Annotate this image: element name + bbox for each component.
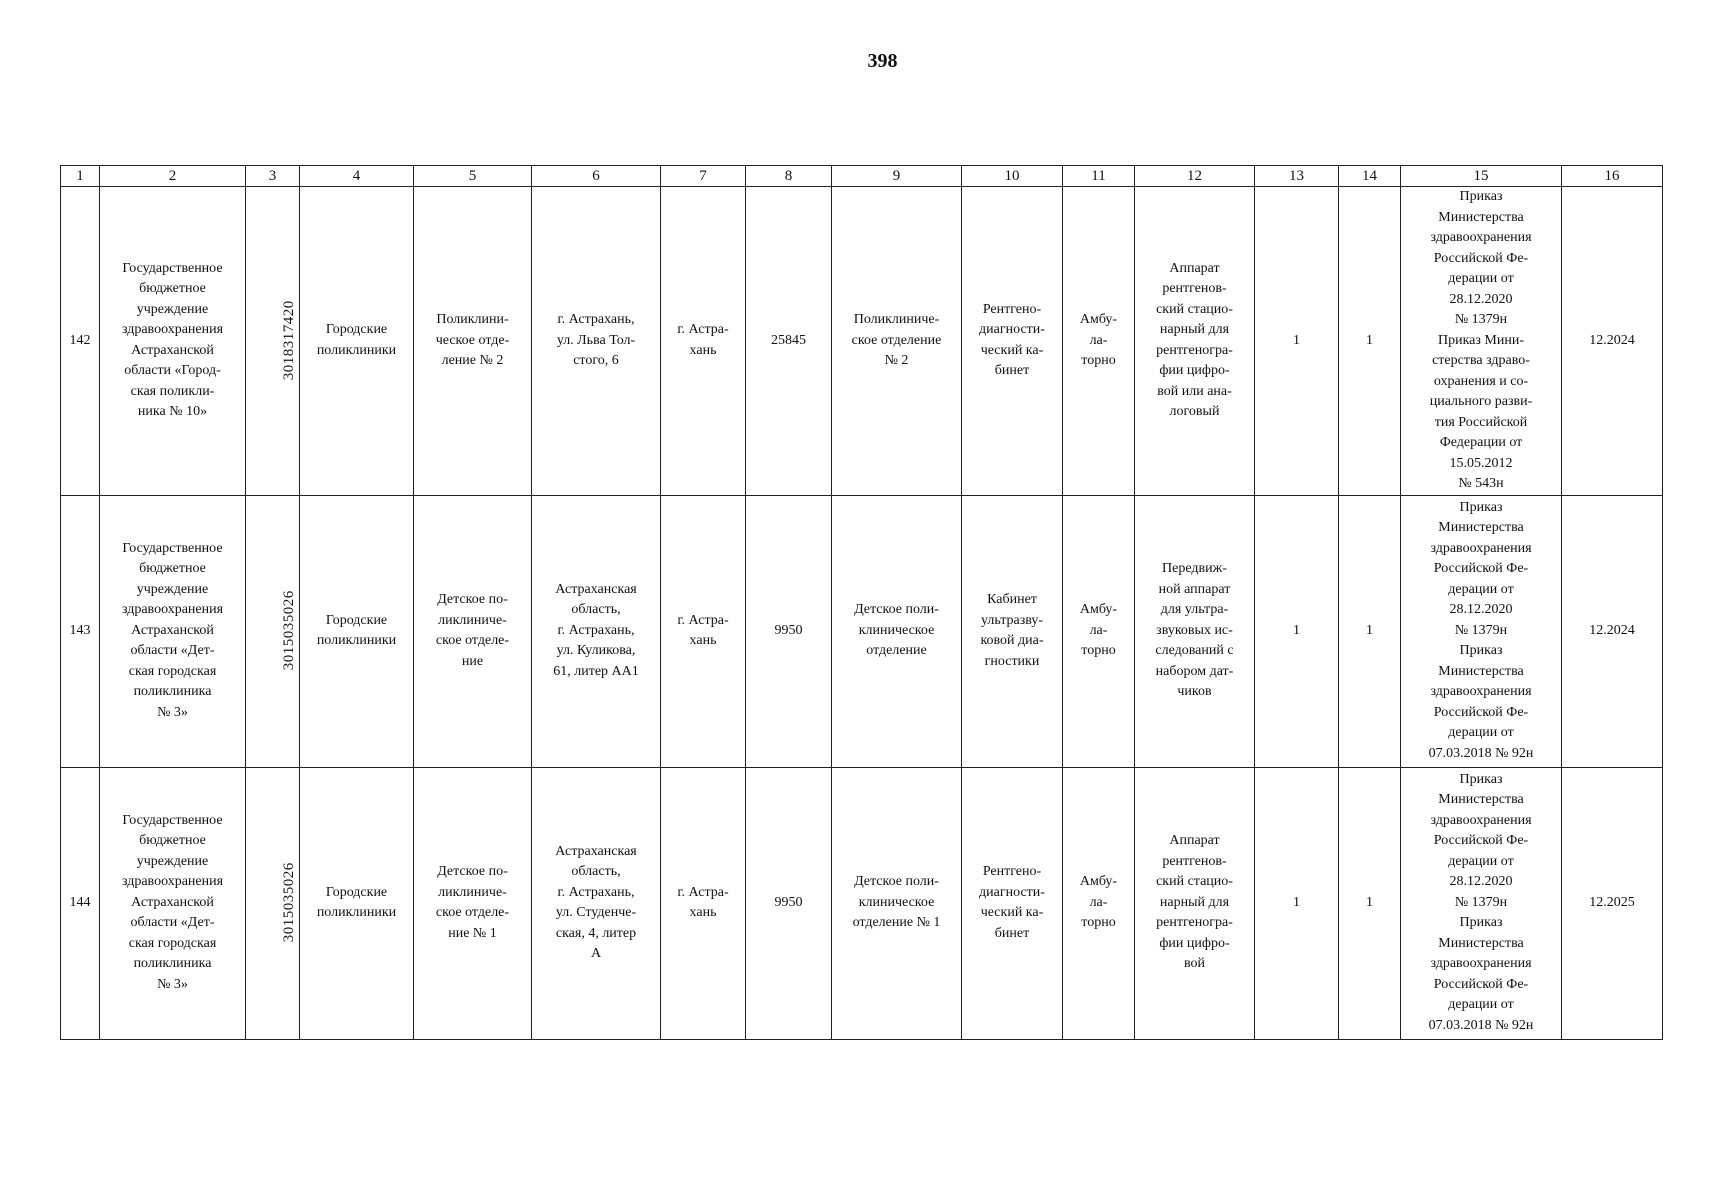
institution-name: Государственное бюджетное учреждение здравоохранения Астраханской области «Город- ская поликли- ника № 10» [100, 187, 246, 496]
row-number: 142 [61, 187, 100, 496]
quantity-13: 1 [1255, 187, 1339, 496]
date: 12.2024 [1562, 495, 1663, 767]
care-mode: Амбу- ла- торно [1063, 187, 1135, 496]
quantity-14: 1 [1339, 187, 1401, 496]
city: г. Астра- хань [661, 495, 746, 767]
column-number: 13 [1255, 166, 1339, 187]
unit-name: Детское поли- клиническое отделение № 1 [832, 767, 962, 1039]
column-number: 7 [661, 166, 746, 187]
equipment-name: Аппарат рентгенов- ский стацио- нарный для рентгеногра- фии цифро- вой [1135, 767, 1255, 1039]
column-number: 3 [246, 166, 300, 187]
equipment-name: Передвиж- ной аппарат для ультра- звуковых ис- следований с набором дат- чиков [1135, 495, 1255, 767]
inn-cell [246, 495, 300, 767]
regulation-order: Приказ Министерства здравоохранения Российской Фе- дерации от 28.12.2020 № 1379н Приказ Министерства здравоохранения Российской Фе- дерации от 07.03.2018 № 92н [1401, 495, 1562, 767]
cabinet-type: Кабинет ультразву- ковой диа- гностики [962, 495, 1063, 767]
population: 25845 [746, 187, 832, 496]
inn-value: 3015035026 [280, 862, 297, 943]
quantity-13: 1 [1255, 495, 1339, 767]
column-number: 9 [832, 166, 962, 187]
regulation-order: Приказ Министерства здравоохранения Российской Фе- дерации от 28.12.2020 № 1379н Приказ Мини- стерства здраво- охранения и со- циального разви- тия Российской Федерации от 15.05.2012 № 543н [1401, 187, 1562, 496]
quantity-13: 1 [1255, 767, 1339, 1039]
table-row [61, 187, 1663, 496]
institution-type: Городские поликлиники [300, 187, 414, 496]
column-number: 6 [532, 166, 661, 187]
inn-value: 3015035026 [280, 590, 297, 671]
division: Поликлини- ческое отде- ление № 2 [414, 187, 532, 496]
table-row [61, 495, 1663, 767]
unit-name: Детское поли- клиническое отделение [832, 495, 962, 767]
equipment-name: Аппарат рентгенов- ский стацио- нарный для рентгеногра- фии цифро- вой или ана- логовый [1135, 187, 1255, 496]
regulation-order: Приказ Министерства здравоохранения Российской Фе- дерации от 28.12.2020 № 1379н Приказ Министерства здравоохранения Российской Фе- дерации от 07.03.2018 № 92н [1401, 767, 1562, 1039]
column-number: 8 [746, 166, 832, 187]
date: 12.2024 [1562, 187, 1663, 496]
address: г. Астрахань, ул. Льва Тол- стого, 6 [532, 187, 661, 496]
care-mode: Амбу- ла- торно [1063, 767, 1135, 1039]
institution-type: Городские поликлиники [300, 767, 414, 1039]
institution-name: Государственное бюджетное учреждение здравоохранения Астраханской области «Дет- ская городская поликлиника № 3» [100, 495, 246, 767]
column-number: 2 [100, 166, 246, 187]
column-number: 12 [1135, 166, 1255, 187]
date: 12.2025 [1562, 767, 1663, 1039]
quantity-14: 1 [1339, 767, 1401, 1039]
inn-cell [246, 187, 300, 496]
care-mode: Амбу- ла- торно [1063, 495, 1135, 767]
column-number: 16 [1562, 166, 1663, 187]
row-number: 143 [61, 495, 100, 767]
division: Детское по- ликлиниче- ское отделе- ние № 1 [414, 767, 532, 1039]
population: 9950 [746, 767, 832, 1039]
institution-type: Городские поликлиники [300, 495, 414, 767]
quantity-14: 1 [1339, 495, 1401, 767]
table-row [61, 767, 1663, 1039]
cabinet-type: Рентгено- диагности- ческий ка- бинет [962, 767, 1063, 1039]
division: Детское по- ликлиниче- ское отделе- ние [414, 495, 532, 767]
address: Астраханская область, г. Астрахань, ул. Куликова, 61, литер АА1 [532, 495, 661, 767]
column-number: 4 [300, 166, 414, 187]
column-number: 5 [414, 166, 532, 187]
city: г. Астра- хань [661, 767, 746, 1039]
column-number: 14 [1339, 166, 1401, 187]
page-number: 398 [867, 50, 898, 72]
city: г. Астра- хань [661, 187, 746, 496]
column-number: 11 [1063, 166, 1135, 187]
unit-name: Поликлиниче- ское отделение № 2 [832, 187, 962, 496]
equipment-table [60, 165, 1663, 1040]
column-number: 10 [962, 166, 1063, 187]
cabinet-type: Рентгено- диагности- ческий ка- бинет [962, 187, 1063, 496]
institution-name: Государственное бюджетное учреждение здравоохранения Астраханской области «Дет- ская городская поликлиника № 3» [100, 767, 246, 1039]
column-number-row [61, 166, 1663, 187]
inn-cell [246, 767, 300, 1039]
inn-value: 3018317420 [280, 300, 297, 381]
column-number: 1 [61, 166, 100, 187]
address: Астраханская область, г. Астрахань, ул. Студенче- ская, 4, литер А [532, 767, 661, 1039]
row-number: 144 [61, 767, 100, 1039]
column-number: 15 [1401, 166, 1562, 187]
population: 9950 [746, 495, 832, 767]
